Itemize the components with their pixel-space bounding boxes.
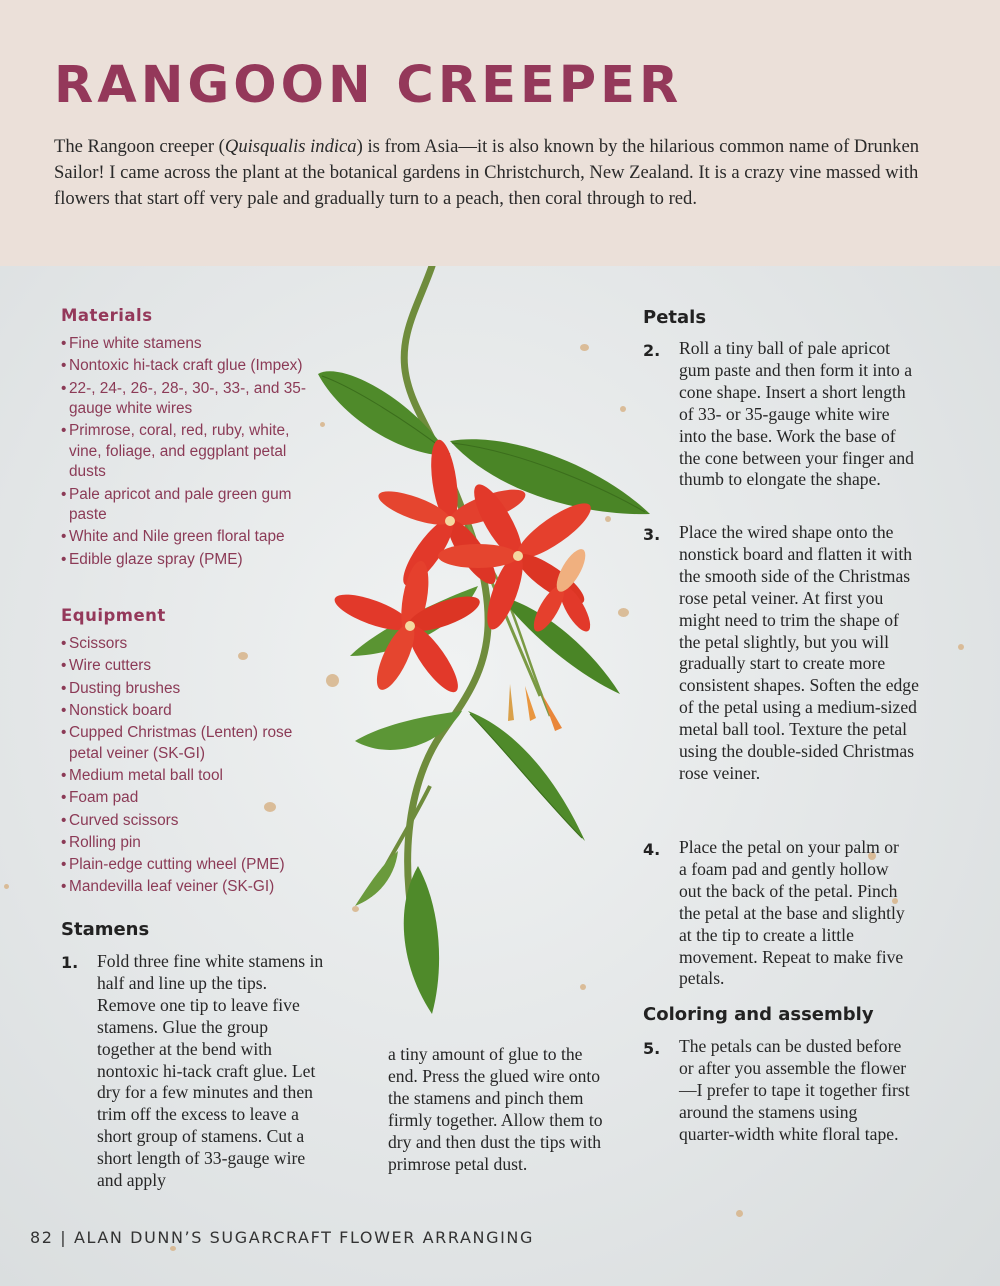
intro-text-2: ) is from Asia—it is also known by the hilarious common name of Drunken Sailor! I came across the plant at the botanical gardens in Christchurch, New Zealand. It is a crazy vine massed with flowers that start off very pale and gradually turn to a peach, then coral through to red.: [54, 136, 919, 209]
stamens-heading: Stamens: [61, 919, 150, 940]
intro-latin-name: Quisqualis indica: [224, 136, 357, 157]
footer-separator: |: [60, 1228, 68, 1247]
list-item: • Dusting brushes: [61, 679, 321, 700]
header-band: [0, 0, 1000, 266]
intro-paragraph: [54, 134, 964, 212]
step-1-continued-text: a tiny amount of glue to the end. Press the glued wire onto the stamens and pinch them firmly together. Allow them to dry and then dust the tips with primrose petal dust.: [388, 1044, 603, 1174]
list-item: • Curved scissors: [61, 811, 321, 832]
leaf: [404, 866, 439, 1014]
page-title: RANGOON CREEPER: [54, 56, 683, 115]
list-item: • Foam pad: [61, 788, 321, 809]
list-item: • Fine white stamens: [61, 334, 311, 355]
list-item: • Medium metal ball tool: [61, 766, 321, 787]
step-number: 2.: [643, 341, 661, 360]
equipment-heading: Equipment: [61, 606, 166, 625]
rangoon-creeper-photo: [300, 266, 660, 1026]
flower-bud: [508, 684, 514, 721]
step-1-text: Fold three fine white stamens in half and line up the tips. Remove one tip to leave five stamens. Glue the group together at the bend with nontoxic hi-tack craft glue. Let dry for a few minutes and then trim off the excess to leave a short group of stamens. Cut a short length of 33-gauge wire and apply: [97, 951, 324, 1191]
list-item: • Primrose, coral, red, ruby, white, vine, foliage, and eggplant petal dusts: [61, 421, 311, 483]
leaf: [355, 851, 398, 906]
leaf: [318, 371, 450, 456]
step-4-text: Place the petal on your palm or a foam pad and gently hollow out the back of the petal. Pinch the petal at the base and slightly at the tip to create a little movement. Repeat to make five petals.: [679, 837, 905, 989]
step-number: 1.: [61, 953, 79, 972]
list-item: • White and Nile green floral tape: [61, 527, 311, 548]
step-number: 4.: [643, 840, 661, 859]
step-number: 5.: [643, 1039, 661, 1058]
petals-heading: Petals: [643, 307, 707, 328]
page-footer: [30, 1228, 534, 1247]
step-3-text: Place the wired shape onto the nonstick board and flatten it with the smooth side of the Christmas rose petal veiner. At first you might need to trim the shape of the petal slightly, but you will gradually start to create more consistent shapes. Soften the edge of the petal using a medium-sized metal ball tool. Texture the petal using the double-sided Christmas rose veiner.: [679, 522, 919, 783]
list-item: • Pale apricot and pale green gum paste: [61, 485, 311, 526]
list-item: • Cupped Christmas (Lenten) rose petal veiner (SK-GI): [61, 723, 321, 764]
list-item: • Wire cutters: [61, 656, 321, 677]
flower-bud: [542, 694, 562, 731]
step-number: 3.: [643, 525, 661, 544]
intro-text-1: The Rangoon creeper (: [54, 136, 225, 157]
materials-list: [61, 334, 311, 572]
book-title: ALAN DUNN’S SUGARCRAFT FLOWER ARRANGING: [73, 1228, 534, 1247]
step-2-text: Roll a tiny ball of pale apricot gum paste and then form it into a cone shape. Insert a short length of 33- or 35-gauge white wire into the base. Work the base of the cone between your finger and thumb to elongate the shape.: [679, 338, 914, 490]
list-item: • Plain-edge cutting wheel (PME): [61, 855, 321, 876]
list-item: • Mandevilla leaf veiner (SK-GI): [61, 877, 321, 898]
page-number: 82: [30, 1228, 54, 1247]
list-item: • Rolling pin: [61, 833, 321, 854]
equipment-list: [61, 634, 321, 900]
coloring-heading: Coloring and assembly: [643, 1004, 874, 1025]
list-item: • Scissors: [61, 634, 321, 655]
list-item: • Nontoxic hi-tack craft glue (Impex): [61, 356, 311, 377]
list-item: • 22-, 24-, 26-, 28-, 30-, 33-, and 35-gauge white wires: [61, 379, 311, 420]
list-item: • Edible glaze spray (PME): [61, 550, 311, 571]
list-item: • Nonstick board: [61, 701, 321, 722]
materials-heading: Materials: [61, 306, 153, 325]
step-5-text: The petals can be dusted before or after you assemble the flower—I prefer to tape it together first around the stamens using quarter-width white floral tape.: [679, 1036, 910, 1144]
flower-bud: [525, 686, 536, 721]
